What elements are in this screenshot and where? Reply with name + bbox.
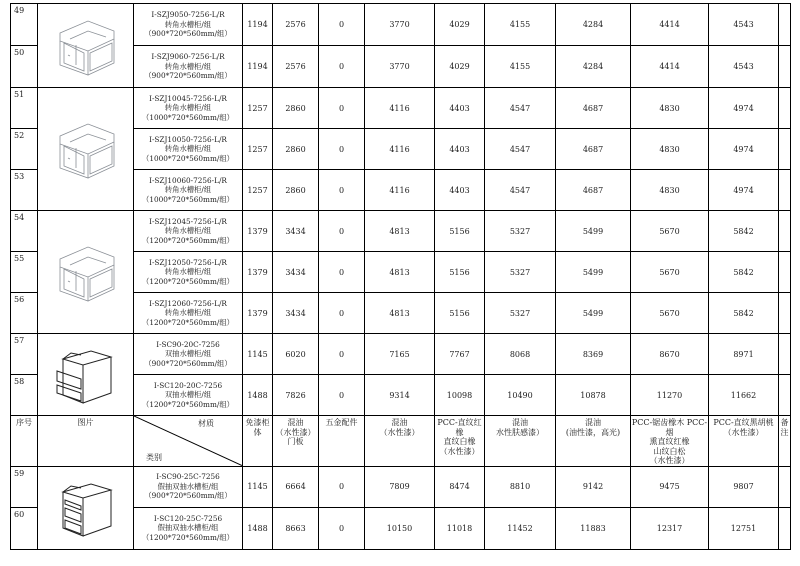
price-cell: 8663: [273, 507, 319, 549]
price-cell: 0: [319, 88, 365, 129]
price-cell: 8670: [631, 334, 709, 375]
price-cell: 0: [319, 252, 365, 293]
row-number: 49: [11, 4, 38, 46]
row-number: 60: [11, 507, 38, 549]
price-cell: 2860: [273, 129, 319, 170]
price-cell: 10878: [556, 375, 631, 416]
price-cell: 1379: [243, 211, 273, 252]
header-column-line: PCC-锯齿橡木 PCC-烟: [631, 418, 708, 437]
header-column-line: 水性肤感漆）: [496, 427, 544, 437]
price-cell: 0: [319, 466, 365, 507]
price-cell: 4116: [365, 129, 435, 170]
product-description-line: 转角水槽柜/组: [164, 185, 212, 195]
header-column: [273, 416, 319, 467]
price-cell: 0: [319, 129, 365, 170]
product-description-line: I-SC90-20C-7256: [156, 339, 220, 349]
price-cell: 3434: [273, 252, 319, 293]
product-description-line: （1200*720*560mm/组）: [142, 317, 234, 327]
header-column: [485, 416, 556, 467]
product-description-line: （900*720*560mm/组）: [144, 71, 232, 81]
price-cell: 1145: [243, 334, 273, 375]
price-cell: 4813: [365, 293, 435, 334]
price-cell: [779, 88, 791, 129]
price-cell: 5499: [556, 252, 631, 293]
price-cell: 8369: [556, 334, 631, 375]
header-column-line: 直纹白橡: [443, 437, 476, 446]
price-cell: 7767: [435, 334, 485, 375]
product-description-line: I-SZJ12045-7256-L/R: [149, 216, 227, 226]
false-drawer-sink-cabinet-icon: [38, 466, 134, 549]
price-cell: 0: [319, 334, 365, 375]
price-cell: 1379: [243, 293, 273, 334]
price-cell: 0: [319, 293, 365, 334]
price-cell: 8474: [435, 466, 485, 507]
product-description: [134, 293, 243, 334]
header-row: [11, 416, 791, 467]
price-cell: 12317: [631, 507, 709, 549]
header-no: 序号: [11, 416, 38, 467]
header-column: [435, 416, 485, 467]
price-cell: 2860: [273, 88, 319, 129]
price-cell: 1379: [243, 252, 273, 293]
product-description: [134, 334, 243, 375]
header-column: [243, 416, 273, 467]
product-description-line: 转角水槽柜/组: [164, 267, 212, 277]
price-cell: [779, 170, 791, 211]
header-column-line: (油性漆，高光): [565, 427, 621, 437]
price-cell: 12751: [709, 507, 779, 549]
price-cell: 3770: [365, 4, 435, 46]
price-cell: 5156: [435, 252, 485, 293]
header-column: [556, 416, 631, 467]
corner-sink-cabinet-icon: [38, 88, 134, 211]
price-cell: 1145: [243, 466, 273, 507]
header-column-line: 体: [253, 427, 262, 437]
header-column-line: 混油: [287, 418, 304, 427]
header-column-line: 免漆柜: [245, 418, 270, 427]
product-description-line: （1200*720*560mm/组）: [142, 276, 234, 286]
product-description-line: 转角水槽柜/组: [164, 308, 212, 318]
header-column: [779, 416, 791, 467]
header-column-line: 备注: [780, 418, 789, 437]
header-category: 类别: [146, 453, 162, 462]
price-cell: 4543: [709, 4, 779, 46]
header-column-line: PCC-直纹红橡: [437, 418, 482, 437]
price-cell: 4029: [435, 4, 485, 46]
header-column-line: （水性漆）: [723, 427, 764, 437]
price-cell: 4155: [485, 46, 556, 88]
product-description: [134, 252, 243, 293]
header-column-line: （水性漆）: [275, 427, 316, 437]
price-cell: [779, 4, 791, 46]
price-cell: 1488: [243, 375, 273, 416]
product-description-line: I-SZJ9060-7256-L/R: [151, 52, 225, 62]
product-description-line: （900*720*560mm/组）: [144, 29, 232, 39]
price-cell: 5327: [485, 293, 556, 334]
price-cell: 2860: [273, 170, 319, 211]
product-description: [134, 46, 243, 88]
table-row: [11, 211, 791, 252]
price-cell: 8810: [485, 466, 556, 507]
product-description-line: I-SC90-25C-7256: [156, 472, 220, 482]
price-cell: 11018: [435, 507, 485, 549]
price-cell: 5670: [631, 211, 709, 252]
product-description: [134, 170, 243, 211]
price-cell: [779, 46, 791, 88]
product-description: [134, 507, 243, 549]
table-row: [11, 466, 791, 507]
price-cell: 11883: [556, 507, 631, 549]
price-cell: 10150: [365, 507, 435, 549]
price-cell: 5499: [556, 211, 631, 252]
product-description-line: （1200*720*560mm/组）: [142, 399, 234, 409]
price-cell: 4813: [365, 211, 435, 252]
row-number: 55: [11, 252, 38, 293]
price-cell: 5842: [709, 293, 779, 334]
price-cell: 4116: [365, 88, 435, 129]
product-description-line: （1000*720*560mm/组）: [142, 194, 234, 204]
price-cell: 0: [319, 507, 365, 549]
row-number: 50: [11, 46, 38, 88]
table-row: [11, 88, 791, 129]
price-cell: [779, 375, 791, 416]
price-cell: 4155: [485, 4, 556, 46]
price-cell: 5670: [631, 293, 709, 334]
price-cell: [779, 129, 791, 170]
header-column-line: 混油: [512, 418, 528, 427]
product-description: [134, 129, 243, 170]
product-description: [134, 466, 243, 507]
price-cell: 9142: [556, 466, 631, 507]
product-description-line: 转角水槽柜/组: [164, 19, 212, 29]
header-material-category: [134, 416, 243, 467]
price-cell: 4813: [365, 252, 435, 293]
price-cell: 9314: [365, 375, 435, 416]
header-column: [365, 416, 435, 467]
row-number: 53: [11, 170, 38, 211]
price-cell: 2576: [273, 4, 319, 46]
price-cell: [779, 211, 791, 252]
price-cell: [779, 334, 791, 375]
product-description-line: I-SZJ10050-7256-L/R: [149, 134, 227, 144]
price-cell: 3434: [273, 293, 319, 334]
price-cell: 9475: [631, 466, 709, 507]
price-cell: 10098: [435, 375, 485, 416]
price-cell: 4403: [435, 170, 485, 211]
price-cell: 4116: [365, 170, 435, 211]
product-description-line: I-SZJ9050-7256-L/R: [151, 10, 225, 20]
corner-sink-cabinet-icon: [38, 4, 134, 88]
product-description-line: I-SZJ12050-7256-L/R: [149, 257, 227, 267]
price-cell: 4547: [485, 170, 556, 211]
price-cell: 7165: [365, 334, 435, 375]
price-cell: 4687: [556, 129, 631, 170]
price-cell: 4974: [709, 88, 779, 129]
header-picture: 图片: [38, 416, 134, 467]
price-cell: 4403: [435, 129, 485, 170]
price-cell: 3434: [273, 211, 319, 252]
corner-sink-cabinet-icon: [38, 211, 134, 334]
price-cell: [779, 507, 791, 549]
price-cell: 4284: [556, 46, 631, 88]
price-cell: 7809: [365, 466, 435, 507]
product-description-line: （900*720*560mm/组）: [144, 358, 232, 368]
header-column-line: 五金配件: [325, 418, 358, 427]
product-description: [134, 4, 243, 46]
table-row: [11, 334, 791, 375]
price-cell: 5156: [435, 293, 485, 334]
price-cell: 0: [319, 170, 365, 211]
price-cell: 2576: [273, 46, 319, 88]
header-column-line: 混油: [391, 418, 408, 427]
price-cell: 4687: [556, 170, 631, 211]
product-description-line: I-SC120-20C-7256: [153, 380, 223, 390]
price-cell: 4403: [435, 88, 485, 129]
price-cell: 7826: [273, 375, 319, 416]
price-cell: 4974: [709, 129, 779, 170]
price-cell: 4547: [485, 88, 556, 129]
price-cell: 5156: [435, 211, 485, 252]
price-cell: 5327: [485, 211, 556, 252]
price-cell: [779, 466, 791, 507]
product-description-line: 转角水槽柜/组: [164, 226, 212, 236]
product-description-line: I-SC120-25C-7256: [153, 513, 223, 523]
price-cell: 4029: [435, 46, 485, 88]
product-description-line: 双抽水槽柜/组: [164, 349, 212, 359]
product-description-line: I-SZJ12060-7256-L/R: [149, 298, 227, 308]
header-column-line: （水性漆）: [649, 456, 690, 465]
product-description-line: 转角水槽柜/组: [164, 103, 212, 113]
price-cell: [779, 252, 791, 293]
price-cell: 4830: [631, 170, 709, 211]
price-cell: 1257: [243, 170, 273, 211]
price-cell: 10490: [485, 375, 556, 416]
product-description-line: I-SZJ10060-7256-L/R: [149, 175, 227, 185]
price-cell: 8068: [485, 334, 556, 375]
price-cell: 11270: [631, 375, 709, 416]
price-cell: 0: [319, 375, 365, 416]
price-cell: 1194: [243, 46, 273, 88]
price-cell: 11662: [709, 375, 779, 416]
header-column: [709, 416, 779, 467]
price-cell: 4414: [631, 4, 709, 46]
product-description-line: （1200*720*560mm/组）: [142, 532, 234, 542]
product-description-line: I-SZJ10045-7256-L/R: [149, 93, 227, 103]
row-number: 51: [11, 88, 38, 129]
price-cell: 1194: [243, 4, 273, 46]
price-cell: 5327: [485, 252, 556, 293]
price-cell: 3770: [365, 46, 435, 88]
price-table: [10, 3, 791, 550]
row-number: 59: [11, 466, 38, 507]
product-description: [134, 88, 243, 129]
product-description-line: （1200*720*560mm/组）: [142, 235, 234, 245]
row-number: 52: [11, 129, 38, 170]
price-cell: 4687: [556, 88, 631, 129]
header-column: [319, 416, 365, 467]
header-material: 材质: [198, 419, 214, 428]
price-cell: 0: [319, 211, 365, 252]
product-description-line: 转角水槽柜/组: [164, 144, 212, 154]
product-description-line: 假抽双抽水槽柜/组: [157, 481, 219, 491]
product-description-line: 假抽双抽水槽柜/组: [157, 523, 219, 533]
price-cell: 11452: [485, 507, 556, 549]
price-cell: [779, 293, 791, 334]
product-description-line: （900*720*560mm/组）: [144, 491, 232, 501]
price-cell: 4830: [631, 129, 709, 170]
header-column-line: PCC-直纹黑胡桃: [713, 418, 774, 427]
row-number: 58: [11, 375, 38, 416]
price-cell: 5842: [709, 211, 779, 252]
header-column-line: 熏直纹红橡: [649, 437, 690, 446]
price-cell: 1257: [243, 88, 273, 129]
header-column-line: 混油: [585, 418, 601, 427]
price-cell: 4830: [631, 88, 709, 129]
product-description-line: （1000*720*560mm/组）: [142, 153, 234, 163]
price-cell: 4543: [709, 46, 779, 88]
price-cell: 8971: [709, 334, 779, 375]
price-cell: 5842: [709, 252, 779, 293]
price-cell: 4974: [709, 170, 779, 211]
price-cell: 6664: [273, 466, 319, 507]
price-cell: 5499: [556, 293, 631, 334]
double-drawer-sink-cabinet-icon: [38, 334, 134, 416]
row-number: 56: [11, 293, 38, 334]
price-cell: 4547: [485, 129, 556, 170]
table-row: [11, 4, 791, 46]
price-cell: 0: [319, 46, 365, 88]
header-column-line: 门板: [287, 437, 304, 446]
product-description: [134, 375, 243, 416]
header-column-line: （水性漆）: [379, 427, 420, 437]
price-cell: 9807: [709, 466, 779, 507]
price-cell: 5670: [631, 252, 709, 293]
product-description-line: （1000*720*560mm/组）: [142, 112, 234, 122]
header-column: [631, 416, 709, 467]
row-number: 57: [11, 334, 38, 375]
product-description-line: 转角水槽柜/组: [164, 61, 212, 71]
header-column-line: （水性漆）: [439, 446, 480, 456]
price-cell: 1257: [243, 129, 273, 170]
price-cell: 0: [319, 4, 365, 46]
price-cell: 6020: [273, 334, 319, 375]
row-number: 54: [11, 211, 38, 252]
price-cell: 1488: [243, 507, 273, 549]
header-column-line: 山纹白松: [653, 446, 686, 456]
product-description: [134, 211, 243, 252]
price-cell: 4284: [556, 4, 631, 46]
price-cell: 4414: [631, 46, 709, 88]
product-description-line: 双抽水槽柜/组: [164, 390, 212, 400]
